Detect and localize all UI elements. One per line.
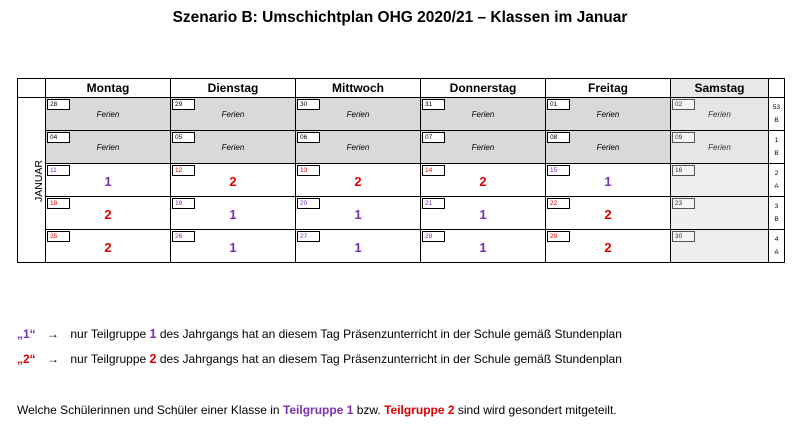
schedule-table bbox=[17, 78, 785, 263]
week-letter: B bbox=[774, 116, 779, 124]
day-cell bbox=[546, 197, 671, 230]
day-cell bbox=[296, 131, 421, 164]
date-box: 30 bbox=[672, 231, 695, 242]
legend-quote-2: „2“ bbox=[17, 352, 36, 366]
date-box: 08 bbox=[547, 132, 570, 143]
date-box: 09 bbox=[672, 132, 695, 143]
date-box: 16 bbox=[672, 165, 695, 176]
day-cell bbox=[171, 164, 296, 197]
day-cell bbox=[546, 131, 671, 164]
week-row bbox=[18, 98, 785, 131]
week-number: 3 bbox=[774, 202, 779, 210]
date-box: 27 bbox=[297, 231, 320, 242]
day-cell bbox=[171, 197, 296, 230]
holiday-label: Ferien bbox=[596, 110, 620, 119]
day-cell bbox=[421, 98, 546, 131]
footer-after: sind wird gesondert mitgeteilt. bbox=[454, 403, 617, 417]
header-saturday: Samstag bbox=[671, 79, 769, 98]
group-number: 2 bbox=[354, 174, 362, 189]
day-cell bbox=[421, 131, 546, 164]
header-row bbox=[18, 79, 785, 98]
day-cell bbox=[46, 197, 171, 230]
week-number: 53 bbox=[772, 103, 781, 111]
footer-before: Welche Schülerinnen und Schüler einer Klasse in bbox=[17, 403, 283, 417]
header-week-column bbox=[769, 79, 785, 98]
week-letter: A bbox=[774, 182, 779, 190]
day-cell bbox=[171, 98, 296, 131]
holiday-label: Ferien bbox=[708, 110, 731, 119]
date-box: 19 bbox=[172, 198, 195, 209]
saturday-cell bbox=[671, 230, 769, 263]
date-box: 31 bbox=[422, 99, 445, 110]
week-row bbox=[18, 197, 785, 230]
saturday-cell bbox=[671, 131, 769, 164]
month-label-cell bbox=[18, 98, 46, 263]
week-letter: A bbox=[774, 248, 779, 256]
date-box: 18 bbox=[47, 198, 70, 209]
legend-text-before: nur Teilgruppe bbox=[70, 352, 150, 366]
date-box: 14 bbox=[422, 165, 445, 176]
arrow-icon: → bbox=[47, 327, 60, 341]
holiday-label: Ferien bbox=[471, 110, 495, 119]
group-number: 2 bbox=[604, 240, 612, 255]
week-letter: B bbox=[774, 149, 779, 157]
day-cell bbox=[546, 164, 671, 197]
page-title: Szenario B: Umschichtplan OHG 2020/21 – Klassen im Januar bbox=[172, 9, 628, 26]
legend-group-1: 1 bbox=[149, 327, 157, 341]
group-number: 1 bbox=[354, 240, 362, 255]
saturday-cell bbox=[671, 197, 769, 230]
day-cell bbox=[421, 230, 546, 263]
month-label: JANUAR bbox=[33, 159, 46, 203]
day-cell bbox=[546, 230, 671, 263]
group-number: 2 bbox=[479, 174, 487, 189]
corner-cell bbox=[18, 79, 46, 98]
group-number: 1 bbox=[104, 174, 112, 189]
legend-quote-1: „1“ bbox=[17, 327, 36, 341]
holiday-label: Ferien bbox=[221, 110, 245, 119]
holiday-label: Ferien bbox=[346, 110, 370, 119]
holiday-label: Ferien bbox=[708, 143, 731, 152]
week-row bbox=[18, 230, 785, 263]
day-cell bbox=[546, 98, 671, 131]
group-number: 1 bbox=[479, 207, 487, 222]
holiday-label: Ferien bbox=[96, 110, 120, 119]
footer-group-1: Teilgruppe 1 bbox=[282, 403, 354, 417]
day-cell bbox=[46, 98, 171, 131]
header-wednesday: Mittwoch bbox=[296, 79, 421, 98]
date-box: 01 bbox=[547, 99, 570, 110]
group-number: 2 bbox=[104, 207, 112, 222]
saturday-cell bbox=[671, 164, 769, 197]
day-cell bbox=[296, 164, 421, 197]
legend-line-1 bbox=[17, 327, 622, 341]
date-box: 13 bbox=[297, 165, 320, 176]
week-number: 1 bbox=[774, 136, 779, 144]
group-number: 2 bbox=[229, 174, 237, 189]
day-cell bbox=[46, 131, 171, 164]
date-box: 21 bbox=[422, 198, 445, 209]
date-box: 30 bbox=[297, 99, 320, 110]
header-tuesday: Dienstag bbox=[171, 79, 296, 98]
date-box: 25 bbox=[47, 231, 70, 242]
date-box: 04 bbox=[47, 132, 70, 143]
holiday-label: Ferien bbox=[96, 143, 120, 152]
week-info-cell bbox=[769, 230, 785, 263]
arrow-icon: → bbox=[47, 352, 60, 366]
date-box: 20 bbox=[297, 198, 320, 209]
saturday-cell bbox=[671, 98, 769, 131]
day-cell bbox=[46, 164, 171, 197]
holiday-label: Ferien bbox=[346, 143, 370, 152]
week-number: 2 bbox=[774, 169, 779, 177]
day-cell bbox=[46, 230, 171, 263]
group-number: 1 bbox=[229, 240, 237, 255]
week-info-cell bbox=[769, 164, 785, 197]
legend-line-2 bbox=[17, 352, 622, 366]
day-cell bbox=[296, 230, 421, 263]
legend-text-after: des Jahrgangs hat an diesem Tag Präsenzunterricht in der Schule gemäß Stundenplan bbox=[156, 327, 622, 341]
group-number: 1 bbox=[354, 207, 362, 222]
week-letter: B bbox=[774, 215, 779, 223]
legend-text-before: nur Teilgruppe bbox=[70, 327, 150, 341]
day-cell bbox=[171, 230, 296, 263]
group-number: 1 bbox=[604, 174, 612, 189]
date-box: 07 bbox=[422, 132, 445, 143]
week-number: 4 bbox=[774, 235, 779, 243]
footer-note bbox=[17, 403, 617, 417]
week-info-cell bbox=[769, 131, 785, 164]
holiday-label: Ferien bbox=[221, 143, 245, 152]
date-box: 02 bbox=[672, 99, 695, 110]
day-cell bbox=[296, 98, 421, 131]
footer-group-2: Teilgruppe 2 bbox=[384, 403, 455, 417]
legend-group-2: 2 bbox=[149, 352, 157, 366]
date-box: 12 bbox=[172, 165, 195, 176]
date-box: 26 bbox=[172, 231, 195, 242]
date-box: 15 bbox=[547, 165, 570, 176]
header-monday: Montag bbox=[46, 79, 171, 98]
header-thursday: Donnerstag bbox=[421, 79, 546, 98]
header-friday: Freitag bbox=[546, 79, 671, 98]
date-box: 11 bbox=[47, 165, 70, 176]
date-box: 29 bbox=[172, 99, 195, 110]
footer-middle: bzw. bbox=[353, 403, 385, 417]
date-box: 28 bbox=[422, 231, 445, 242]
holiday-label: Ferien bbox=[471, 143, 495, 152]
legend-text-after: des Jahrgangs hat an diesem Tag Präsenzunterricht in der Schule gemäß Stundenplan bbox=[156, 352, 622, 366]
day-cell bbox=[296, 197, 421, 230]
group-number: 1 bbox=[479, 240, 487, 255]
group-number: 2 bbox=[604, 207, 612, 222]
week-info-cell bbox=[769, 98, 785, 131]
date-box: 05 bbox=[172, 132, 195, 143]
day-cell bbox=[171, 131, 296, 164]
date-box: 29 bbox=[547, 231, 570, 242]
week-row bbox=[18, 164, 785, 197]
week-info-cell bbox=[769, 197, 785, 230]
holiday-label: Ferien bbox=[596, 143, 620, 152]
week-row bbox=[18, 131, 785, 164]
date-box: 22 bbox=[547, 198, 570, 209]
date-box: 06 bbox=[297, 132, 320, 143]
date-box: 28 bbox=[47, 99, 70, 110]
day-cell bbox=[421, 164, 546, 197]
group-number: 2 bbox=[104, 240, 112, 255]
day-cell bbox=[421, 197, 546, 230]
date-box: 23 bbox=[672, 198, 695, 209]
group-number: 1 bbox=[229, 207, 237, 222]
